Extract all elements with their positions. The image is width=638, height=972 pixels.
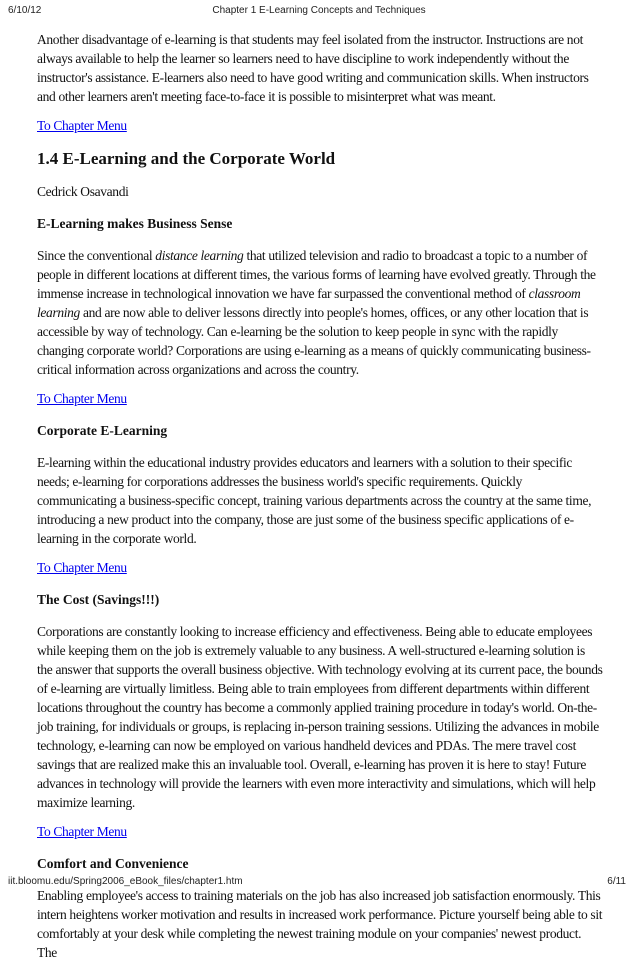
business-sense-text-1: Since the conventional (37, 248, 156, 263)
chapter-menu-link[interactable]: To Chapter Menu (37, 824, 127, 839)
author-name: Cedrick Osavandi (37, 184, 129, 199)
comfort-heading: Comfort and Convenience (37, 856, 189, 871)
chapter-menu-link[interactable]: To Chapter Menu (37, 560, 127, 575)
business-sense-text-3: and are now able to deliver lessons directly into people's homes, offices, or any other location that is accessible by way of technology. Can e-learning be the solution to keep people in sync with the rapidly changing corporate world? Corporations are using e-learning as a means of quickly communicating business-critical information across organizations and across the country. (37, 305, 591, 377)
classroom-learning-term: classroom learning (37, 286, 581, 320)
corporate-paragraph: E-learning within the educational industry provides educators and learners with a solution to their specific needs; e-learning for corporations addresses the business world's specific requirements. Quickly communicating a business-specific concept, training various departments across the country at the same time, introducing a new product into the company, those are just some of the business specific applications of e-learning in the corporate world. (37, 455, 592, 546)
business-sense-heading: E-Learning makes Business Sense (37, 216, 233, 231)
cost-paragraph: Corporations are constantly looking to increase efficiency and effectiveness. Being able to educate employees while keeping them on the job is extremely valuable to any business. A well-structured e-learning solution is the answer that supports the overall business objective. With technology evolving at its current pace, the bounds of e-learning are virtually limitless. Being able to train employees from different departments within different locations throughout the country has become a commonly applied training procedure in today's world. On-the-job training, for individuals or groups, is replacing in-person training sessions. Utilizing the advances in mobile technology, e-learning can now be employed on various handheld devices and PDAs. The mere travel cost savings that are realized make this an invaluable tool. Overall, e-learning has proven it is here to stay! Future advances in technology will provide the learners with even more interactivity and simulations, which will help maximize learning. (37, 624, 603, 810)
intro-paragraph: Another disadvantage of e-learning is that students may feel isolated from the instructor. Instructions are not always available to help the learner so learners need to have discipline to work independently without the instructor's assistance. E-learners also need to have good writing and communication skills. When instructors and other learners aren't meeting face-to-face it is possible to misinterpret what was meant. (37, 32, 589, 104)
article-content (37, 30, 603, 972)
business-sense-text-2: that utilized television and radio to broadcast a topic to a number of people in different locations at different times, the various forms of learning have evolved greatly. Through the immense increase in technological innovation we have far surpassed the conventional method of (37, 248, 596, 301)
print-url: iit.bloomu.edu/Spring2006_eBook_files/chapter1.htm (8, 876, 243, 887)
print-footer (0, 876, 638, 892)
page-number: 6/11 (607, 876, 626, 887)
business-sense-paragraph (37, 246, 603, 379)
chapter-menu-link[interactable]: To Chapter Menu (37, 118, 127, 133)
comfort-paragraph: Enabling employee's access to training materials on the job has also increased job satisfaction enormously. This intern heightens worker motivation and results in increased work performance. Picture yourself being able to sit comfortably at your desk while completing the newest training module on your companies' newest product. The (37, 888, 603, 960)
distance-learning-term: distance learning (155, 248, 244, 263)
chapter-menu-link[interactable]: To Chapter Menu (37, 391, 127, 406)
cost-heading: The Cost (Savings!!!) (37, 592, 160, 607)
print-header (0, 2, 638, 18)
corporate-heading: Corporate E-Learning (37, 423, 168, 438)
print-title: Chapter 1 E-Learning Concepts and Techniques (212, 5, 426, 16)
print-date: 6/10/12 (8, 5, 42, 16)
section-title: 1.4 E-Learning and the Corporate World (37, 149, 336, 168)
